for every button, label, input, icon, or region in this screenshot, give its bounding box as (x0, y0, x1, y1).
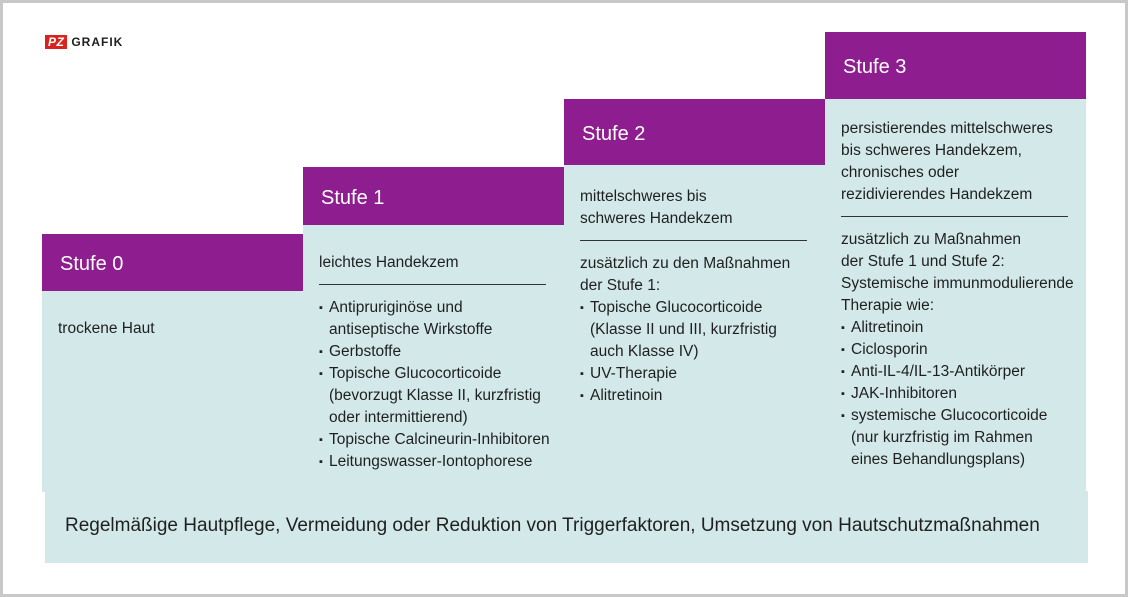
stage-0-description: trockene Haut (58, 320, 155, 337)
stage-2-description-line: mittelschweres bis (580, 188, 707, 205)
list-item: ▪ Leitungswasser-Iontophorese (319, 451, 552, 473)
list-item: ▪ Antipruriginöse und antiseptische Wirkstoffe (319, 297, 552, 341)
base-measures-bar (45, 491, 1088, 563)
stage-0-column (42, 234, 303, 492)
stage-2-description-line: schweres Handekzem (580, 210, 733, 227)
stage-3-divider (841, 216, 1068, 217)
stage-2-list (580, 297, 813, 407)
stage-1-title: Stufe 1 (321, 187, 385, 209)
stage-3-list (841, 317, 1074, 471)
stage-2-divider (580, 240, 807, 241)
list-item: ▪ UV-Therapie (580, 363, 813, 385)
pz-logo-mark: PZ (45, 35, 67, 49)
stage-2-column (564, 99, 825, 492)
stage-3-intro-line: Systemische immunmodulierende (841, 275, 1074, 292)
stage-3-description-line: chronisches oder (841, 164, 960, 181)
stage-3-header (825, 32, 1086, 99)
stage-0-title: Stufe 0 (60, 253, 124, 275)
list-item: ▪ Alitretinoin (841, 317, 1074, 339)
stage-0-header (42, 234, 303, 291)
stage-2-header (564, 99, 825, 165)
stage-1-description: leichtes Handekzem (319, 254, 459, 271)
list-item: ▪ Topische Calcineurin-Inhibitoren (319, 429, 552, 451)
list-item: ▪ Topische Glucocorticoide (bevorzugt Klasse II, kurzfristig oder intermittierend) (319, 363, 552, 429)
stage-3-column (825, 32, 1086, 492)
stage-2-title: Stufe 2 (582, 123, 646, 145)
stage-1-divider (319, 284, 546, 285)
stage-2-intro-line: zusätzlich zu den Maßnahmen (580, 255, 791, 272)
list-item: ▪ Alitretinoin (580, 385, 813, 407)
list-item: ▪ Topische Glucocorticoide (Klasse II und III, kurzfristig auch Klasse IV) (580, 297, 813, 363)
list-item: ▪ systemische Glucocorticoide (nur kurzfristig im Rahmen eines Behandlungsplans) (841, 405, 1074, 471)
list-item: ▪ Ciclosporin (841, 339, 1074, 361)
list-item: ▪ JAK-Inhibitoren (841, 383, 1074, 405)
stage-3-intro-line: Therapie wie: (841, 297, 935, 314)
stage-3-title: Stufe 3 (843, 56, 907, 78)
stage-3-intro-line: der Stufe 1 und Stufe 2: (841, 253, 1005, 270)
stage-3-intro-line: zusätzlich zu Maßnahmen (841, 231, 1022, 248)
stage-1-header (303, 167, 564, 225)
stage-3-description-line: rezidivierendes Handekzem (841, 186, 1033, 203)
stage-1-list (319, 297, 552, 473)
stage-3-description-line: bis schweres Handekzem, (841, 142, 1022, 159)
stage-3-description-line: persistierendes mittelschweres (841, 120, 1053, 137)
list-item: ▪ Anti-IL-4/IL-13-Antikörper (841, 361, 1074, 383)
grafik-label: GRAFIK (71, 35, 124, 49)
stage-1-column (303, 167, 564, 492)
base-measures-text: Regelmäßige Hautpflege, Vermeidung oder Reduktion von Triggerfaktoren, Umsetzung von Hautschutzmaßnahmen (65, 515, 1040, 536)
stage-2-intro-line: der Stufe 1: (580, 277, 661, 294)
pz-grafik-logo (45, 35, 123, 49)
list-item: ▪ Gerbstoffe (319, 341, 552, 363)
